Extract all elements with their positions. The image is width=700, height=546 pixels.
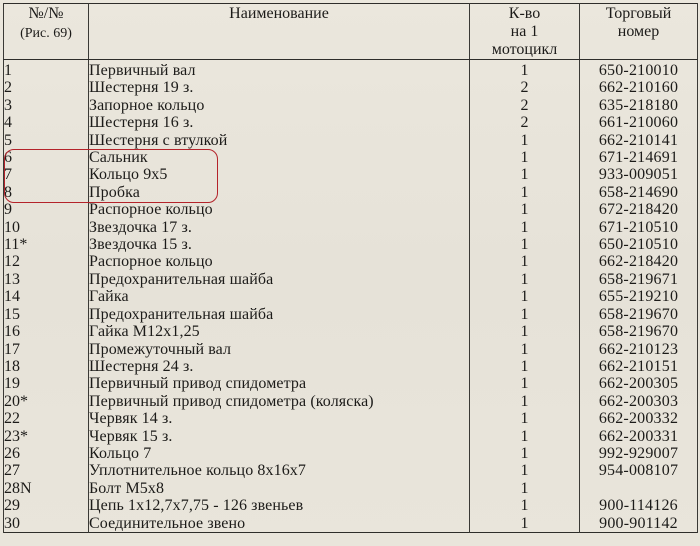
table-row xyxy=(4,480,698,497)
row-part-number: 954-008107 xyxy=(580,462,698,479)
header-quantity xyxy=(470,4,580,60)
table-row xyxy=(4,410,698,427)
row-number: 3 xyxy=(4,97,89,114)
table-row xyxy=(4,271,698,288)
row-part-number: 658-219670 xyxy=(580,323,698,340)
row-number: 12 xyxy=(4,253,89,270)
row-part-number xyxy=(580,480,698,497)
row-number: 27 xyxy=(4,462,89,479)
table-row xyxy=(4,253,698,270)
row-quantity: 1 xyxy=(470,497,580,514)
row-number: 1 xyxy=(4,60,89,80)
row-part-number: 662-210151 xyxy=(580,358,698,375)
row-number: 22 xyxy=(4,410,89,427)
row-name: Кольцо 7 xyxy=(89,445,470,462)
row-quantity: 1 xyxy=(470,410,580,427)
header-part-line1: Торговый xyxy=(605,5,672,22)
row-part-number: 658-219671 xyxy=(580,271,698,288)
table-row xyxy=(4,132,698,149)
row-number: 2 xyxy=(4,79,89,96)
row-part-number: 662-210160 xyxy=(580,79,698,96)
row-number: 10 xyxy=(4,219,89,236)
row-number: 11* xyxy=(4,236,89,253)
table-row xyxy=(4,97,698,114)
row-name: Пробка xyxy=(89,184,470,201)
row-part-number: 658-219670 xyxy=(580,306,698,323)
row-part-number: 650-210510 xyxy=(580,236,698,253)
row-part-number: 900-901142 xyxy=(580,515,698,533)
row-number: 14 xyxy=(4,288,89,305)
row-part-number: 662-200305 xyxy=(580,375,698,392)
row-part-number: 662-210141 xyxy=(580,132,698,149)
row-name: Промежуточный вал xyxy=(89,341,470,358)
row-number: 23* xyxy=(4,428,89,445)
header-quantity-line2: на 1 xyxy=(510,23,539,40)
table-row xyxy=(4,323,698,340)
header-part-line2: номер xyxy=(617,23,660,40)
row-number: 28N xyxy=(4,480,89,497)
header-figure-ref: (Рис. 69) xyxy=(20,26,72,41)
row-name: Болт М5x8 xyxy=(89,480,470,497)
table-row xyxy=(4,201,698,218)
row-quantity: 1 xyxy=(470,341,580,358)
table-row xyxy=(4,60,698,80)
row-name: Шестерня 24 з. xyxy=(89,358,470,375)
row-part-number: 662-200331 xyxy=(580,428,698,445)
table-row xyxy=(4,515,698,533)
row-name: Первичный привод спидометра xyxy=(89,375,470,392)
table-row xyxy=(4,497,698,514)
header-quantity-line3: мотоцикл xyxy=(491,41,558,58)
row-name: Червяк 15 з. xyxy=(89,428,470,445)
row-number: 15 xyxy=(4,306,89,323)
row-quantity: 1 xyxy=(470,201,580,218)
row-number: 7 xyxy=(4,166,89,183)
header-name xyxy=(89,4,470,60)
header-number-label: №/№ xyxy=(28,5,64,22)
row-quantity: 1 xyxy=(470,393,580,410)
header-quantity-line1: К-во xyxy=(508,5,541,22)
row-number: 16 xyxy=(4,323,89,340)
row-number: 18 xyxy=(4,358,89,375)
table-header xyxy=(4,4,698,60)
row-number: 17 xyxy=(4,341,89,358)
table-row xyxy=(4,288,698,305)
table-row xyxy=(4,149,698,166)
row-name: Шестерня с втулкой xyxy=(89,132,470,149)
table-row xyxy=(4,184,698,201)
row-number: 5 xyxy=(4,132,89,149)
row-name: Червяк 14 з. xyxy=(89,410,470,427)
row-name: Распорное кольцо xyxy=(89,253,470,270)
row-number: 9 xyxy=(4,201,89,218)
table-row xyxy=(4,358,698,375)
row-quantity: 1 xyxy=(470,132,580,149)
row-name: Распорное кольцо xyxy=(89,201,470,218)
row-number: 26 xyxy=(4,445,89,462)
row-quantity: 1 xyxy=(470,375,580,392)
row-name: Гайка М12x1,25 xyxy=(89,323,470,340)
row-part-number: 662-218420 xyxy=(580,253,698,270)
table-row xyxy=(4,341,698,358)
table-row xyxy=(4,375,698,392)
row-quantity: 1 xyxy=(470,236,580,253)
header-number xyxy=(4,4,89,60)
row-quantity: 1 xyxy=(470,149,580,166)
table-row xyxy=(4,236,698,253)
row-number: 6 xyxy=(4,149,89,166)
row-part-number: 992-929007 xyxy=(580,445,698,462)
row-quantity: 1 xyxy=(470,428,580,445)
row-name: Звездочка 15 з. xyxy=(89,236,470,253)
table-row xyxy=(4,306,698,323)
header-name-label: Наименование xyxy=(229,5,329,22)
table-body xyxy=(4,60,698,533)
row-name: Первичный вал xyxy=(89,60,470,80)
row-name: Цепь 1x12,7x7,75 - 126 звеньев xyxy=(89,497,470,514)
row-quantity: 1 xyxy=(470,184,580,201)
row-quantity: 1 xyxy=(470,60,580,80)
row-name: Гайка xyxy=(89,288,470,305)
row-quantity: 2 xyxy=(470,97,580,114)
row-part-number: 662-200303 xyxy=(580,393,698,410)
row-number: 29 xyxy=(4,497,89,514)
row-number: 20* xyxy=(4,393,89,410)
row-number: 4 xyxy=(4,114,89,131)
table-row xyxy=(4,114,698,131)
row-part-number: 662-200332 xyxy=(580,410,698,427)
table-row xyxy=(4,428,698,445)
row-number: 19 xyxy=(4,375,89,392)
table-row xyxy=(4,219,698,236)
row-quantity: 1 xyxy=(470,271,580,288)
row-name: Шестерня 16 з. xyxy=(89,114,470,131)
row-quantity: 2 xyxy=(470,79,580,96)
row-name: Сальник xyxy=(89,149,470,166)
row-part-number: 933-009051 xyxy=(580,166,698,183)
row-part-number: 658-214690 xyxy=(580,184,698,201)
row-name: Запорное кольцо xyxy=(89,97,470,114)
row-quantity: 1 xyxy=(470,288,580,305)
table-row xyxy=(4,462,698,479)
table-row xyxy=(4,166,698,183)
row-number: 30 xyxy=(4,515,89,533)
table-row xyxy=(4,79,698,96)
row-quantity: 1 xyxy=(470,515,580,533)
row-part-number: 662-210123 xyxy=(580,341,698,358)
row-part-number: 900-114126 xyxy=(580,497,698,514)
header-part-number xyxy=(580,4,698,60)
row-part-number: 650-210010 xyxy=(580,60,698,80)
row-name: Первичный привод спидометра (коляска) xyxy=(89,393,470,410)
parts-table xyxy=(3,3,698,533)
row-name: Уплотнительное кольцо 8x16x7 xyxy=(89,462,470,479)
row-quantity: 1 xyxy=(470,253,580,270)
row-quantity: 1 xyxy=(470,480,580,497)
row-quantity: 1 xyxy=(470,462,580,479)
row-quantity: 1 xyxy=(470,219,580,236)
row-name: Соединительное звено xyxy=(89,515,470,533)
row-quantity: 1 xyxy=(470,166,580,183)
row-number: 13 xyxy=(4,271,89,288)
row-quantity: 2 xyxy=(470,114,580,131)
row-name: Предохранительная шайба xyxy=(89,306,470,323)
row-part-number: 635-218180 xyxy=(580,97,698,114)
row-name: Предохранительная шайба xyxy=(89,271,470,288)
table-row xyxy=(4,445,698,462)
row-part-number: 661-210060 xyxy=(580,114,698,131)
row-part-number: 671-214691 xyxy=(580,149,698,166)
row-name: Шестерня 19 з. xyxy=(89,79,470,96)
row-part-number: 672-218420 xyxy=(580,201,698,218)
row-name: Кольцо 9x5 xyxy=(89,166,470,183)
row-name: Звездочка 17 з. xyxy=(89,219,470,236)
table-row xyxy=(4,393,698,410)
row-quantity: 1 xyxy=(470,323,580,340)
row-part-number: 655-219210 xyxy=(580,288,698,305)
row-quantity: 1 xyxy=(470,358,580,375)
row-quantity: 1 xyxy=(470,445,580,462)
row-number: 8 xyxy=(4,184,89,201)
row-part-number: 671-210510 xyxy=(580,219,698,236)
row-quantity: 1 xyxy=(470,306,580,323)
